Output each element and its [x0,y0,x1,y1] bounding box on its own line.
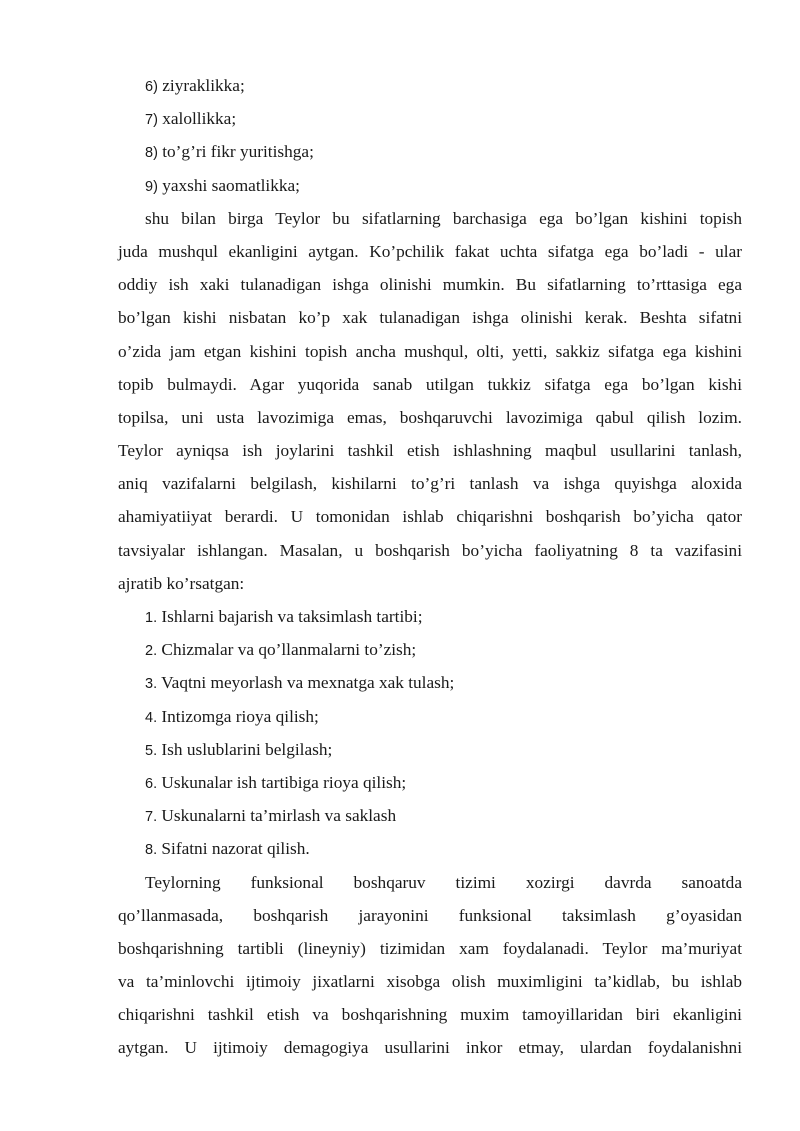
list-number: 3. [145,676,158,693]
paragraph-line: chiqarishni tashkil etish va boshqarishning muxim tamoyillaridan biri ekanligini [118,1005,742,1025]
list-text: yaxshi saomatlikka; [157,175,300,195]
list-item [118,69,742,102]
paragraph-functional-system [118,866,742,1065]
list-item [118,169,742,202]
paragraph-line: tavsiyalar ishlangan. Masalan, u boshqarish bo’yicha faoliyatning 8 ta vazifasini [118,540,742,560]
paragraph-line: va ta’minlovchi ijtimoiy jixatlarni xisobga olish muximligini ta’kidlab, bu ishlab [118,972,742,992]
list-text: Intizomga rioya qilish; [157,706,319,726]
list-item [118,832,742,865]
list-text: Sifatni nazorat qilish. [157,839,310,859]
paragraph-line: ahamiyatiiyat berardi. U tomonidan ishlab chiqarishni boshqarish bo’yicha qator [118,507,742,527]
list-number: 6. [145,775,158,792]
list-number: 7. [145,809,158,826]
list-text: to’g’ri fikr yuritishga; [157,142,314,162]
paragraph-line: o’zida jam etgan kishini topish ancha mushqul, olti, yetti, sakkiz sifatga ega kishini [118,341,742,361]
paragraph-line: oddiy ish xaki tulanadigan ishga olinishi mumkin. Bu sifatlarning to’rttasiga ega [118,275,742,295]
list-text: Ish uslublarini belgilash; [157,739,333,759]
list-number: 2. [145,643,158,660]
paragraph-line: aytgan. U ijtimoiy demagogiya usullarini inkor etmay, ulardan foydalanishni [118,1038,742,1058]
list-text: Chizmalar va qo’llanmalarni to’zish; [157,640,417,660]
list-item [118,633,742,666]
page-content [118,69,742,1065]
list-text: Ishlarni bajarish va taksimlash tartibi; [157,607,423,626]
list-number: 1. [145,610,158,626]
list-item [118,666,742,699]
list-item [118,733,742,766]
paragraph-line: ajratib ko’rsatgan: [118,573,245,593]
paragraph-line: bo’lgan kishi nisbatan ko’p xak tulanadigan ishga olinishi kerak. Beshta sifatni [118,308,742,328]
functions-list [118,600,742,866]
list-text: Uskunalar ish tartibiga rioya qilish; [157,772,407,792]
paragraph-line: juda mushqul ekanligini aytgan. Ko’pchilik fakat uchta sifatga ega bo’ladi - ular [118,241,742,261]
paragraph-line: aniq vazifalarni belgilash, kishilarni to’g’ri tanlash va ishga quyishga aloxida [118,474,742,494]
paragraph-line: qo’llanmasada, boshqarish jarayonini funksional taksimlash g’oyasidan [118,905,742,925]
list-text: ziyraklikka; [157,76,245,95]
list-number: 8. [145,842,158,859]
list-number: 4. [145,709,158,726]
list-number: 7) [145,112,158,129]
list-text: Uskunalarni ta’mirlash va saklash [157,806,397,826]
paragraph-line: Teylor ayniqsa ish joylarini tashkil etish ishlashning maqbul usullarini tanlash, [118,441,742,461]
paragraph-line: boshqarishning tartibli (lineyniy) tizimidan xam foydalanadi. Teylor ma’muriyat [118,938,742,958]
list-item [118,600,742,633]
list-item [118,766,742,799]
list-item [118,700,742,733]
paragraph-teylor-qualities [118,202,742,600]
list-number: 5. [145,742,158,759]
list-number: 9) [145,178,158,195]
list-item [118,135,742,168]
list-text: Vaqtni meyorlash va mexnatga xak tulash; [157,673,455,693]
list-number: 8) [145,145,158,162]
paragraph-line: topib bulmaydi. Agar yuqorida sanab utilgan tukkiz sifatga ega bo’lgan kishi [118,374,742,394]
paragraph-line: Teylorning funksional boshqaruv tizimi xozirgi davrda sanoatda [145,872,742,892]
list-text: xalollikka; [157,109,237,129]
list-item [118,799,742,832]
paragraph-line: shu bilan birga Teylor bu sifatlarning barchasiga ega bo’lgan kishini topish [145,208,742,228]
list-item [118,102,742,135]
paragraph-line: topilsa, uni usta lavozimiga emas, boshqaruvchi lavozimiga qabul qilish lozim. [118,407,742,427]
criteria-list [118,69,742,202]
list-number: 6) [145,79,158,95]
